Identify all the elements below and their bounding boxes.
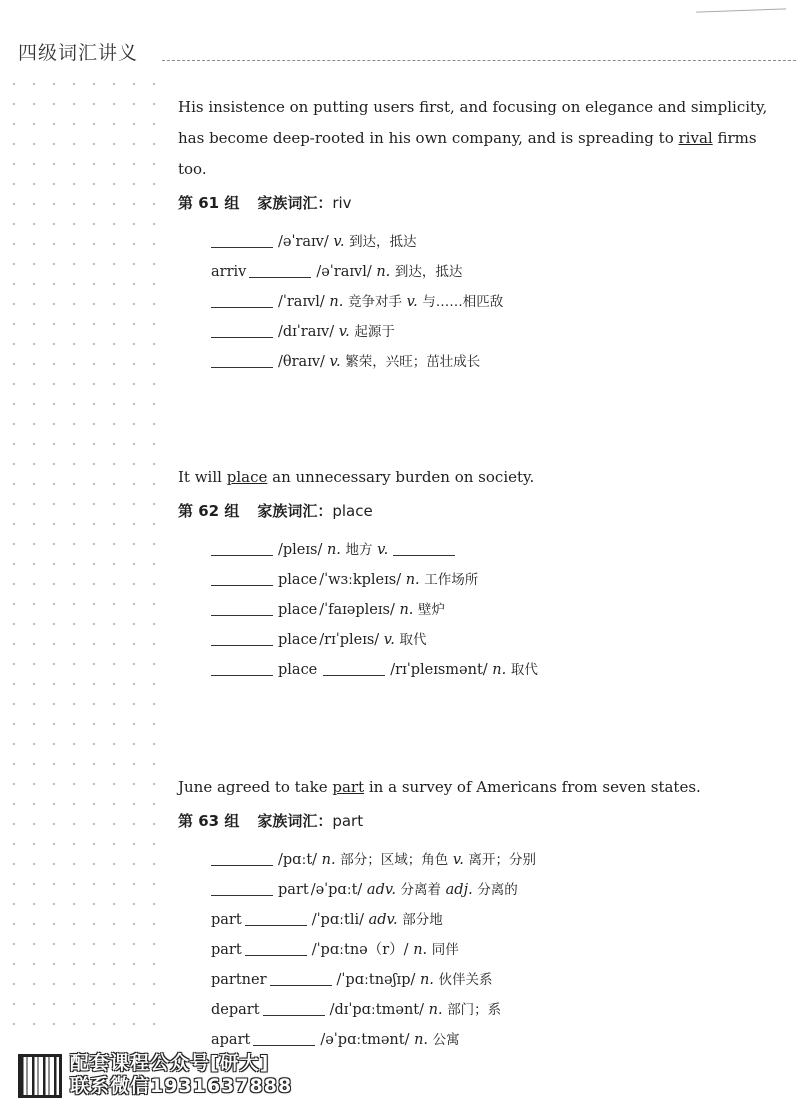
key-word: part — [332, 778, 365, 796]
pronunciation: /ˈpɑːtli/ — [311, 912, 364, 928]
pronunciation: /θraɪv/ — [278, 354, 325, 370]
pronunciation: /ˈraɪvl/ — [278, 294, 325, 310]
part-of-speech: n. — [405, 572, 420, 588]
meaning: 分离着 — [400, 882, 442, 898]
part-of-speech: adv. — [368, 912, 398, 928]
part-of-speech: n. — [329, 294, 344, 310]
meaning: 取代 — [399, 632, 427, 648]
fill-blank — [249, 261, 311, 278]
entry-list — [211, 227, 778, 377]
entry-row — [211, 287, 778, 317]
fill-blank — [211, 539, 273, 556]
part-of-speech: v. — [333, 234, 345, 250]
qr-code-icon — [18, 1054, 62, 1098]
entry-suffix: place — [278, 602, 318, 618]
fill-blank — [211, 291, 273, 308]
sentence-text: firms too. — [178, 129, 757, 178]
entry-prefix: part — [211, 942, 242, 958]
pronunciation: /ˈwɜːkpleɪs/ — [319, 572, 402, 588]
meaning: 伙伴关系 — [438, 972, 493, 988]
entry-row — [211, 347, 778, 377]
fill-blank — [393, 539, 455, 556]
pronunciation: /ˈfaɪəpleɪs/ — [319, 602, 395, 618]
word-root: riv — [332, 194, 352, 212]
part-of-speech: n. — [399, 602, 414, 618]
promo-text — [70, 1052, 292, 1098]
fill-blank — [211, 231, 273, 248]
part-of-speech: n. — [376, 264, 391, 280]
fill-blank — [270, 969, 332, 986]
entry-prefix: apart — [211, 1032, 251, 1048]
meaning: 地方 — [345, 542, 373, 558]
pronunciation: /əˈpɑːtmənt/ — [320, 1032, 410, 1048]
entry-row — [211, 565, 778, 595]
part-of-speech: v. — [383, 632, 395, 648]
part-of-speech: n. — [414, 1032, 429, 1048]
fill-blank — [211, 629, 273, 646]
key-word: place — [226, 468, 268, 486]
family-label: 家族词汇： — [257, 194, 333, 212]
part-of-speech: n. — [419, 972, 434, 988]
word-group-63 — [178, 772, 778, 1055]
pronunciation: /pleɪs/ — [278, 542, 323, 558]
entry-row — [211, 905, 778, 935]
promo-footer — [18, 1052, 348, 1106]
fill-blank — [323, 659, 385, 676]
part-of-speech: v. — [329, 354, 341, 370]
promo-line-1: 配套课程公众号[研大] — [70, 1052, 270, 1074]
fill-blank — [211, 569, 273, 586]
group-number: 第 61 组 — [178, 194, 240, 212]
pronunciation: /əˈpɑːt/ — [310, 882, 363, 898]
part-of-speech: v. — [406, 294, 418, 310]
word-root: part — [332, 812, 364, 830]
entry-suffix: place — [278, 632, 318, 648]
fill-blank — [211, 849, 273, 866]
sentence-text: His insistence on putting users first, and focusing on elegance and simplicity, has become deep-rooted in his own company, and is spreading to — [178, 98, 768, 147]
pronunciation: /dɪˈpɑːtmənt/ — [329, 1002, 425, 1018]
sentence-text: an unnecessary burden on society. — [267, 468, 535, 486]
word-root: place — [332, 502, 373, 520]
fill-blank — [211, 321, 273, 338]
pronunciation: /ˈpɑːtnəʃɪp/ — [336, 972, 416, 988]
entry-row — [211, 655, 778, 685]
sentence-text: June agreed to take — [178, 778, 333, 796]
entry-prefix: partner — [211, 972, 267, 988]
meaning: 到达，抵达 — [349, 234, 417, 250]
entry-row — [211, 965, 778, 995]
meaning: 部门；系 — [447, 1002, 502, 1018]
meaning: 工作场所 — [424, 572, 479, 588]
fill-blank — [211, 879, 273, 896]
meaning: 离开；分别 — [468, 852, 537, 868]
sentence-text: It will — [178, 468, 227, 486]
entry-row — [211, 875, 778, 905]
entry-prefix: depart — [211, 1002, 260, 1018]
meaning: 部分地 — [402, 912, 443, 928]
part-of-speech: v. — [377, 542, 389, 558]
entry-row — [211, 935, 778, 965]
pronunciation: /əˈraɪv/ — [278, 234, 329, 250]
meaning: 与……相匹敌 — [422, 294, 504, 310]
part-of-speech: v. — [338, 324, 350, 340]
meaning: 部分；区域；角色 — [340, 852, 449, 868]
sentence-text: in a survey of Americans from seven states. — [364, 778, 701, 796]
pronunciation: /əˈraɪvl/ — [316, 264, 372, 280]
fill-blank — [211, 351, 273, 368]
entry-suffix: part — [278, 882, 309, 898]
group-heading — [178, 191, 778, 215]
pronunciation: /ˈpɑːtnə（r）/ — [311, 942, 409, 958]
meaning: 壁炉 — [418, 602, 446, 618]
meaning: 同伴 — [431, 942, 459, 958]
part-of-speech: n. — [321, 852, 336, 868]
family-label: 家族词汇： — [257, 812, 333, 830]
entry-row — [211, 227, 778, 257]
entry-row — [211, 595, 778, 625]
fill-blank — [263, 999, 325, 1016]
fill-blank — [253, 1029, 315, 1046]
part-of-speech: n. — [326, 542, 341, 558]
meaning: 起源于 — [354, 324, 395, 340]
entry-suffix: place — [278, 662, 318, 678]
entry-row — [211, 1025, 778, 1055]
meaning: 到达，抵达 — [394, 264, 463, 280]
family-label: 家族词汇： — [257, 502, 333, 520]
entry-row — [211, 257, 778, 287]
part-of-speech: adv. — [366, 882, 396, 898]
word-group-62 — [178, 462, 778, 685]
group-number: 第 62 组 — [178, 502, 240, 520]
promo-line-2: 联系微信1931637888 — [70, 1075, 293, 1097]
part-of-speech: n. — [428, 1002, 443, 1018]
pronunciation: /rɪˈpleɪs/ — [319, 632, 380, 648]
fill-blank — [211, 599, 273, 616]
example-sentence — [178, 772, 778, 803]
entry-row — [211, 845, 778, 875]
fill-blank — [245, 909, 307, 926]
group-number: 第 63 组 — [178, 812, 240, 830]
example-sentence — [178, 462, 778, 493]
word-group-61 — [178, 92, 778, 377]
entry-suffix: place — [278, 572, 318, 588]
pronunciation: /pɑːt/ — [278, 852, 318, 868]
meaning: 竞争对手 — [347, 294, 402, 310]
page-header-title: 四级词汇讲义 — [18, 42, 139, 64]
dot-grid-margin — [0, 70, 165, 1040]
entry-row — [211, 535, 778, 565]
margin-scribble — [696, 0, 786, 12]
meaning: 繁荣，兴旺；茁壮成长 — [345, 354, 481, 370]
pronunciation: /rɪˈpleɪsmənt/ — [390, 662, 488, 678]
part-of-speech: adj. — [445, 882, 473, 898]
pronunciation: /dɪˈraɪv/ — [278, 324, 335, 340]
part-of-speech: n. — [413, 942, 428, 958]
meaning: 分离的 — [477, 882, 518, 898]
meaning: 公寓 — [432, 1032, 460, 1048]
meaning: 取代 — [510, 662, 538, 678]
entry-row — [211, 317, 778, 347]
entry-prefix: part — [211, 912, 242, 928]
entry-prefix: arriv — [211, 264, 247, 280]
part-of-speech: n. — [492, 662, 507, 678]
fill-blank — [245, 939, 307, 956]
group-heading — [178, 809, 778, 833]
part-of-speech: v. — [452, 852, 464, 868]
entry-list — [211, 845, 778, 1055]
example-sentence — [178, 92, 778, 185]
entry-list — [211, 535, 778, 685]
group-heading — [178, 499, 778, 523]
key-word: rival — [678, 129, 713, 147]
fill-blank — [211, 659, 273, 676]
entry-row — [211, 995, 778, 1025]
header-rule — [162, 60, 796, 61]
entry-row — [211, 625, 778, 655]
